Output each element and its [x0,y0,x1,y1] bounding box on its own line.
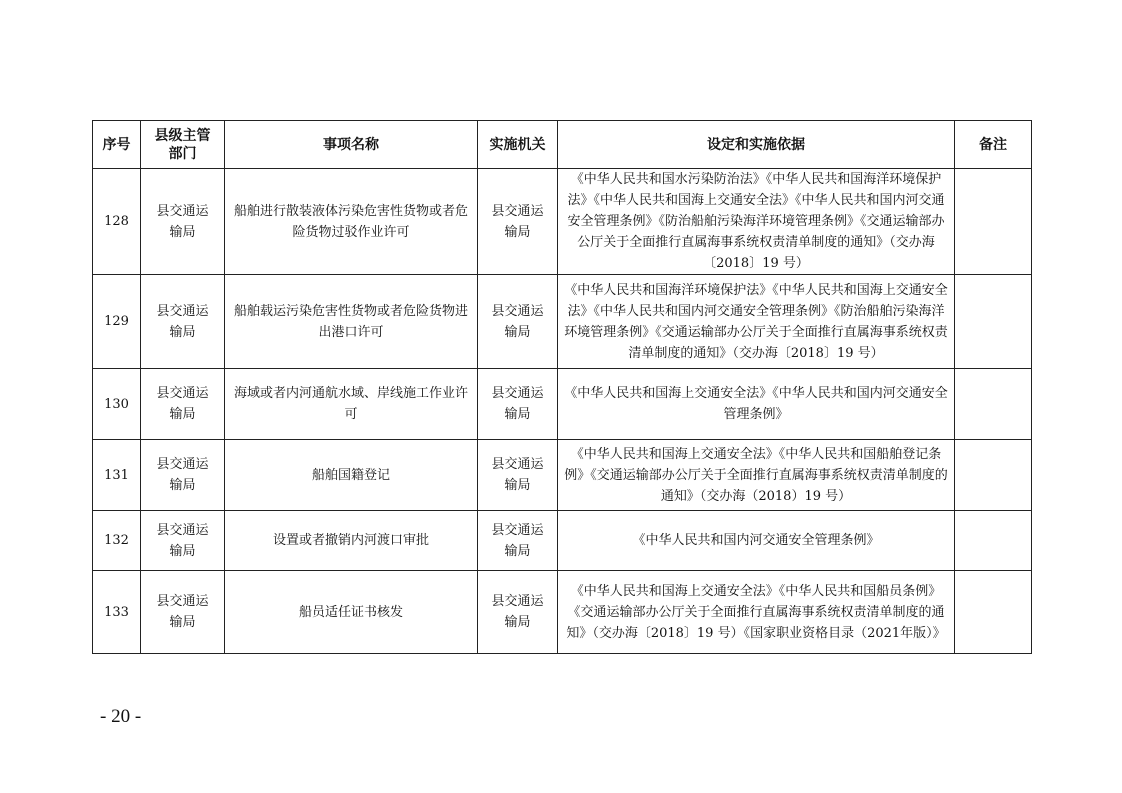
authority-list-table [92,120,1032,654]
row-department: 县交通运输局 [141,169,225,275]
row-agency: 县交通运输局 [478,169,558,275]
row-legal-basis: 《中华人民共和国海上交通安全法》《中华人民共和国内河交通安全管理条例》 [558,369,955,440]
row-agency: 县交通运输局 [478,571,558,654]
row-remarks [955,169,1032,275]
row-serial-number: 128 [93,169,141,275]
table-row [93,169,1032,275]
header-remarks: 备注 [955,121,1032,169]
table-row [93,511,1032,571]
row-item-name: 船舶国籍登记 [225,440,478,511]
row-remarks [955,511,1032,571]
table-row [93,275,1032,369]
row-department: 县交通运输局 [141,440,225,511]
row-department: 县交通运输局 [141,369,225,440]
row-item-name: 船员适任证书核发 [225,571,478,654]
row-legal-basis: 《中华人民共和国海上交通安全法》《中华人民共和国船员条例》《交通运输部办公厅关于全面推行直属海事系统权责清单制度的通知》（交办海〔2018〕19 号）《国家职业资格目录（2021年版）》 [558,571,955,654]
row-agency: 县交通运输局 [478,369,558,440]
row-department: 县交通运输局 [141,275,225,369]
row-legal-basis: 《中华人民共和国水污染防治法》《中华人民共和国海洋环境保护法》《中华人民共和国海上交通安全法》《中华人民共和国内河交通安全管理条例》《防治船舶污染海洋环境管理条例》《交通运输部办公厅关于全面推行直属海事系统权责清单制度的通知》（交办海〔2018〕19 号） [558,169,955,275]
row-remarks [955,440,1032,511]
row-department: 县交通运输局 [141,511,225,571]
row-remarks [955,369,1032,440]
row-item-name: 船舶载运污染危害性货物或者危险货物进出港口许可 [225,275,478,369]
row-remarks [955,275,1032,369]
row-item-name: 船舶进行散装液体污染危害性货物或者危险货物过驳作业许可 [225,169,478,275]
row-agency: 县交通运输局 [478,511,558,571]
row-legal-basis: 《中华人民共和国内河交通安全管理条例》 [558,511,955,571]
table-row [93,571,1032,654]
table-header-row [93,121,1032,169]
header-serial-number: 序号 [93,121,141,169]
row-department: 县交通运输局 [141,571,225,654]
row-serial-number: 131 [93,440,141,511]
header-item-name: 事项名称 [225,121,478,169]
header-implementing-agency: 实施机关 [478,121,558,169]
table-row [93,369,1032,440]
row-legal-basis: 《中华人民共和国海洋环境保护法》《中华人民共和国海上交通安全法》《中华人民共和国内河交通安全管理条例》《防治船舶污染海洋环境管理条例》《交通运输部办公厅关于全面推行直属海事系统权责清单制度的通知》（交办海〔2018〕19 号） [558,275,955,369]
header-county-department: 县级主管部门 [141,121,225,169]
row-agency: 县交通运输局 [478,275,558,369]
row-remarks [955,571,1032,654]
row-serial-number: 133 [93,571,141,654]
page-number: - 20 - [100,706,142,727]
row-serial-number: 132 [93,511,141,571]
row-serial-number: 129 [93,275,141,369]
row-serial-number: 130 [93,369,141,440]
row-item-name: 设置或者撤销内河渡口审批 [225,511,478,571]
row-agency: 县交通运输局 [478,440,558,511]
row-item-name: 海域或者内河通航水域、岸线施工作业许可 [225,369,478,440]
table-row [93,440,1032,511]
header-legal-basis: 设定和实施依据 [558,121,955,169]
row-legal-basis: 《中华人民共和国海上交通安全法》《中华人民共和国船舶登记条例》《交通运输部办公厅关于全面推行直属海事系统权责清单制度的通知》（交办海（2018）19 号） [558,440,955,511]
